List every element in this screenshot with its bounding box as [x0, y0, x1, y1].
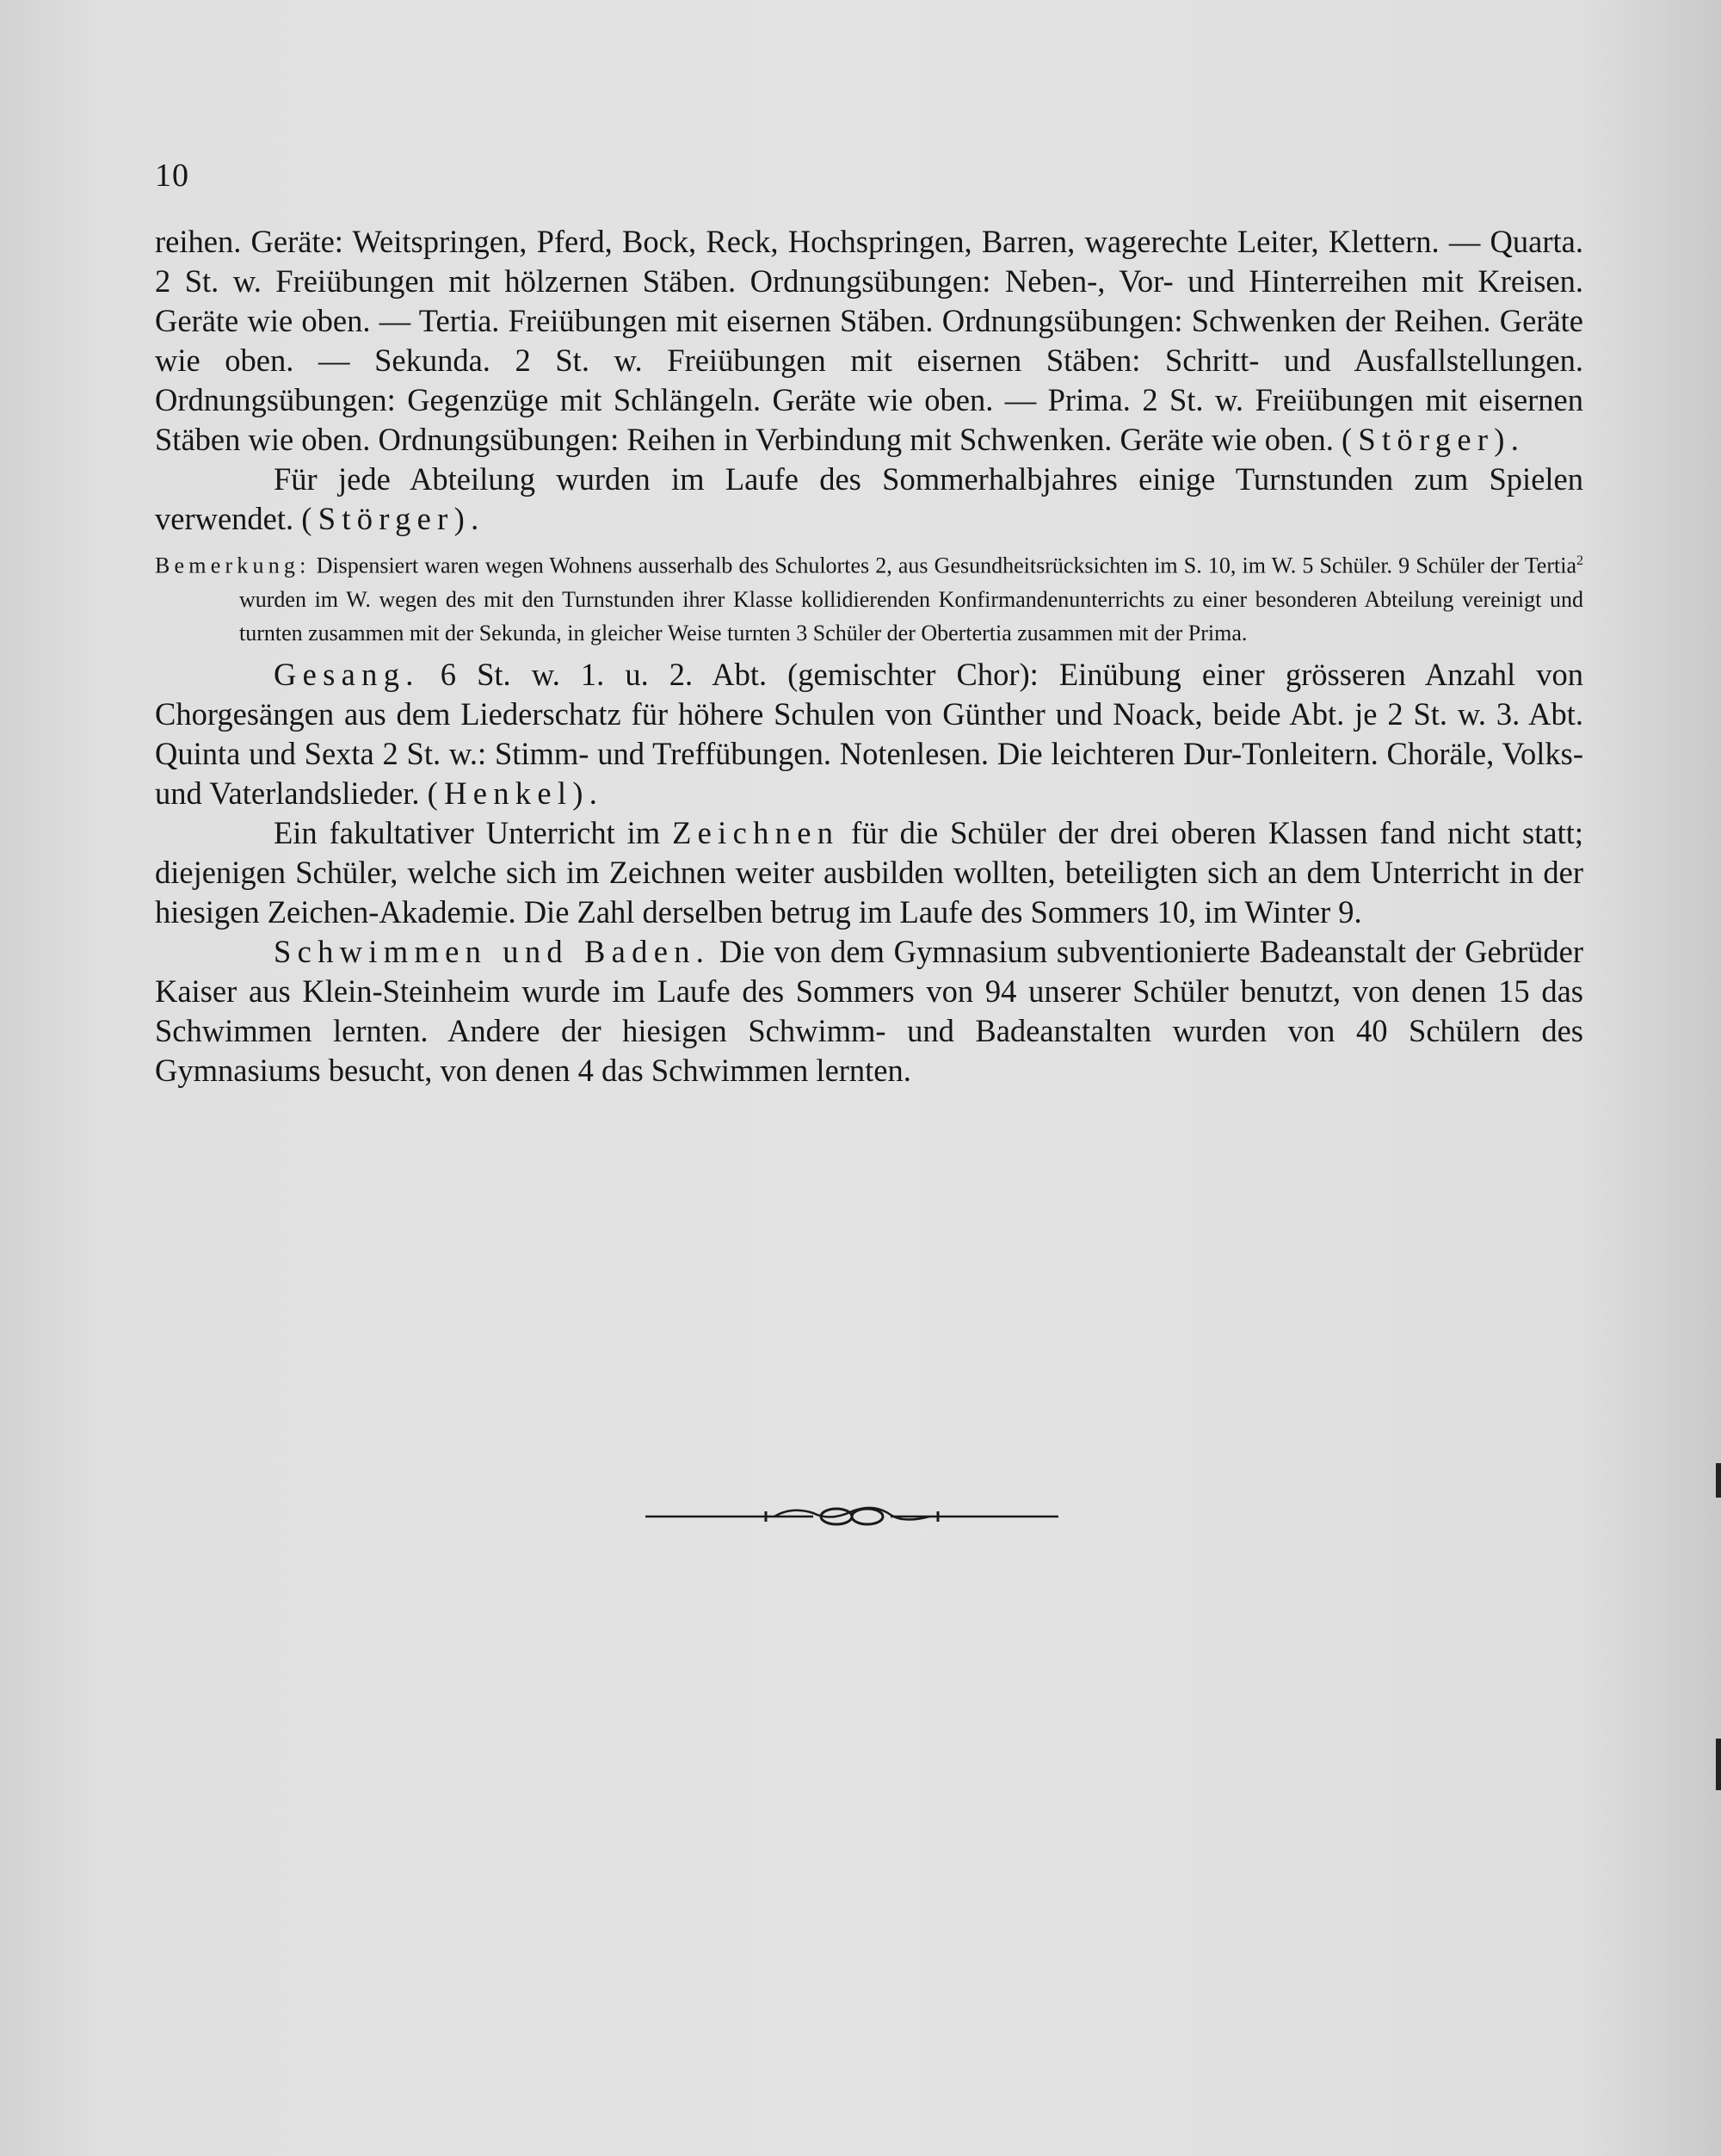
paragraph-spielen: [155, 460, 1583, 539]
paragraph-zeichnen: [155, 813, 1583, 932]
remark-text-1: Dispensiert waren wegen Wohnens ausserhalb des Schulortes 2, aus Gesundheitsrücksichten im S. 10, im W. 5 Schüler. 9 Schüler der Tertia: [316, 553, 1576, 578]
author-henkel: (Henkel).: [427, 775, 604, 811]
author-stoerger-1: (Störger).: [1341, 422, 1526, 457]
keyword-zeichnen: Zeichnen: [672, 814, 840, 850]
paragraph-turnen-text: reihen. Geräte: Weitspringen, Pferd, Bock, Reck, Hochspringen, Barren, wagerechte Leiter, Klettern. — Quarta. 2 St. w. Freiübungen mit hölzernen Stäben. Ordnungsübungen: Neben-, Vor- und Hinterreihen mit Kreisen. Geräte wie oben. — Tertia. Freiübungen mit eisernen Stäben. Ordnungsübungen: Schwenken der Reihen. Geräte wie oben. — Sekunda. 2 St. w. Freiübungen mit eisernen Stäben: Schritt- und Ausfallstellungen. Ordnungsübungen: Gegenzüge mit Schlängeln. Geräte wie oben. — Prima. 2 St. w. Freiübungen mit eisernen Stäben wie oben. Ordnungsübungen: Reihen in Verbindung mit Schwenken. Geräte wie oben.: [155, 224, 1583, 457]
remark-superscript: 2: [1576, 553, 1583, 568]
paragraph-zeichnen-start: Ein fakultativer Unterricht im: [274, 814, 661, 850]
paragraph-zeichnen-rest: für die Schüler der drei oberen Klassen fand nicht statt; diejenigen Schüler, welche sich im Zeichnen weiter ausbilden wollten, beteiligten sich an dem Unterricht in der hiesigen Zeichen-Akademie. Die Zahl derselben betrug im Laufe des Sommers 10, im Winter 9.: [155, 814, 1583, 930]
paragraph-schwimmen-text: Die von dem Gymnasium subventionierte Badeanstalt der Gebrüder Kaiser aus Klein-Steinheim wurde im Laufe des Sommers von 94 unserer Schüler benutzt, von denen 15 das Schwimmen lernten. Andere der hiesigen Schwimm- und Badeanstalten wurden von 40 Schülern des Gymnasiums besucht, von denen 4 das Schwimmen lernten.: [155, 933, 1584, 1088]
paragraph-gesang-text: 6 St. w. 1. u. 2. Abt. (gemischter Chor): Einübung einer grösseren Anzahl von Chorgesängen aus dem Liederschatz für höhere Schulen von Günther und Noack, beide Abt. je 2 St. w. 3. Abt. Quinta und Sexta 2 St. w.: Stimm- und Treffübungen. Notenlesen. Die leichteren Dur-Tonleitern. Choräle, Volks- und Vaterlandslieder.: [155, 656, 1584, 811]
body-text: [155, 222, 1583, 1090]
paragraph-gesang: [155, 655, 1583, 813]
paragraph-schwimmen: [155, 932, 1583, 1090]
author-stoerger-2: (Störger).: [301, 501, 485, 536]
page-number: 10: [155, 158, 189, 194]
heading-gesang: Gesang.: [274, 656, 420, 692]
heading-schwimmen: Schwimmen und Baden.: [274, 933, 711, 969]
remark-block: [155, 544, 1583, 650]
scan-edge-mark-2: [1716, 1739, 1721, 1790]
ornament-divider: [645, 1499, 1058, 1534]
remark-text-2: wurden im W. wegen des mit den Turnstunden ihrer Klasse kollidierenden Konfirmandenunterrichts zu einer besonderen Abteilung vereinigt und turnten zusammen mit der Sekunda, in gleicher Weise turnten 3 Schüler der Obertertia zusammen mit der Prima.: [239, 586, 1583, 646]
remark-line: [155, 544, 1583, 650]
scan-edge-mark-1: [1716, 1463, 1721, 1498]
paragraph-turnen: [155, 222, 1583, 460]
remark-label: Bemerkung:: [155, 553, 311, 578]
paragraph-spielen-text: Für jede Abteilung wurden im Laufe des Sommerhalbjahres einige Turnstunden zum Spielen verwendet.: [155, 461, 1583, 536]
